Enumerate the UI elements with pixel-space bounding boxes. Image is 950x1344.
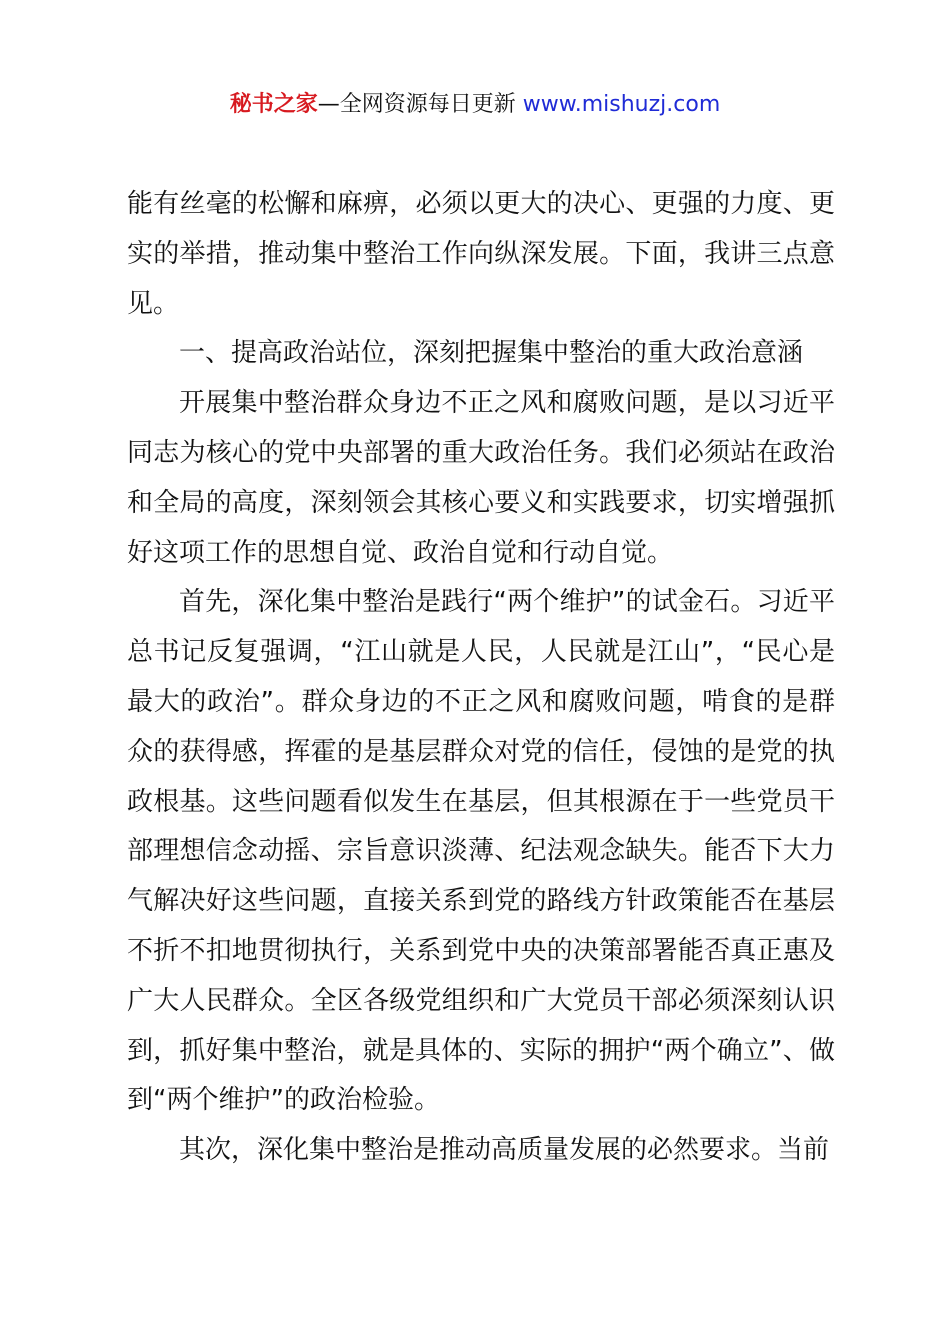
header-slogan: —全网资源每日更新 [317,92,523,117]
paragraph: 首先，深化集中整治是践行“两个维护”的试金石。习近平总书记反复强调，“江山就是人民，人民就是江山”，“民心是最大的政治”。群众身边的不正之风和腐败问题，啃食的是群众的获得感，挥霍的是基层群众对党的信任，侵蚀的是党的执政根基。这些问题看似发生在基层，但其根源在于一些党员干部理想信念动摇、宗旨意识淡薄、纪法观念缺失。能否下大力气解决好这些问题，直接关系到党的路线方针政策能否在基层不折不扣地贯彻执行，关系到党中央的决策部署能否真正惠及广大人民群众。全区各级党组织和广大党员干部必须深刻认识到，抓好集中整治，就是具体的、实际的拥护“两个确立”、做到“两个维护”的政治检验。 [127,587,835,1116]
paragraph: 开展集中整治群众身边不正之风和腐败问题，是以习近平同志为核心的党中央部署的重大政治任务。我们必须站在政治和全局的高度，深刻领会其核心要义和实践要求，切实增强抓好这项工作的思想自觉、政治自觉和行动自觉。 [127,388,835,568]
site-url-link[interactable]: www.mishuzj.com [522,92,721,117]
paragraph-continuation: 能有丝毫的松懈和麻痹，必须以更大的决心、更强的力度、更实的举措，推动集中整治工作向纵深发展。下面，我讲三点意见。 [127,189,835,319]
section-heading: 一、提高政治站位，深刻把握集中整治的重大政治意涵 [179,338,804,369]
site-header [0,89,950,121]
brand-name: 秘书之家 [229,92,318,117]
document-body [127,180,835,1176]
paragraph: 其次，深化集中整治是推动高质量发展的必然要求。当前 [179,1135,830,1166]
